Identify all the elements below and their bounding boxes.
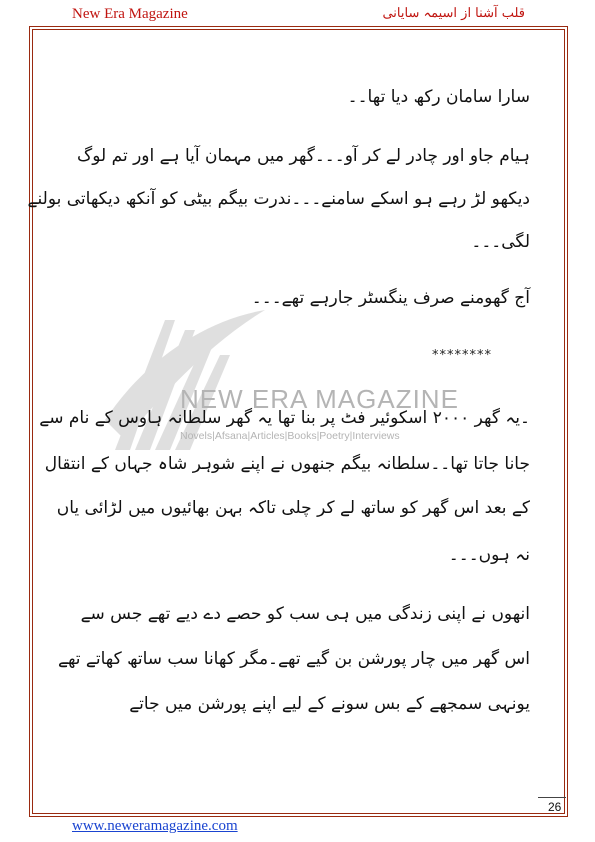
text-line-4: لگی۔۔۔ bbox=[471, 232, 530, 252]
story-credit: قلب آشنا از اسیمہ سایانی bbox=[382, 6, 525, 21]
text-line-5: آج گھومنے صرف ینگسٹر جارہے تھے۔۔۔ bbox=[251, 288, 530, 308]
section-separator: ******** bbox=[432, 348, 492, 363]
text-line-7: جانا جاتا تھا۔۔سلطانہ بیگم جنھوں نے اپنے شوہر شاہ جہاں کے انتقال bbox=[44, 454, 530, 474]
page-number: 26 bbox=[548, 800, 562, 814]
text-line-3: دیکھو لڑ رہے ہو اسکے سامنے۔۔۔ندرت بیگم بیٹی کو آنکھ دیکھاتی بولنے bbox=[27, 189, 530, 209]
text-line-8: کے بعد اس گھر کو ساتھ لے کر چلی تاکہ بہن بھائیوں میں لڑائی یاں bbox=[56, 498, 530, 518]
text-line-11: اس گھر میں چار پورشن بن گیے تھے۔مگر کھانا سب ساتھ کھاتے تھے bbox=[57, 649, 530, 669]
watermark-title: NEW ERA MAGAZINE bbox=[180, 384, 459, 414]
text-line-6: ۔یہ گھر ۲۰۰۰ اسکوئیر فٹ پر بنا تھا یہ گھر سلطانہ ہاوس کے نام سے bbox=[39, 408, 530, 428]
magazine-name: New Era Magazine bbox=[72, 6, 188, 22]
watermark-subtitle: Novels|Afsana|Articles|Books|Poetry|Interviews bbox=[180, 430, 400, 442]
page-number-rule bbox=[538, 797, 566, 798]
text-line-2: ہیام جاو اور چادر لے کر آو۔۔۔گھر میں مہمان آیا ہے اور تم لوگ bbox=[77, 146, 530, 166]
text-line-9: نہ ہوں۔۔۔ bbox=[448, 545, 530, 565]
text-line-1: سارا سامان رکھ دیا تھا۔۔ bbox=[347, 87, 530, 107]
text-line-12: یونہی سمجھے کے بس سونے کے لیے اپنے پورشن میں جاتے bbox=[129, 694, 530, 714]
website-link[interactable]: www.neweramagazine.com bbox=[72, 818, 238, 834]
text-line-10: انھوں نے اپنی زندگی میں ہی سب کو حصے دے دیے تھے جس سے bbox=[80, 604, 530, 624]
